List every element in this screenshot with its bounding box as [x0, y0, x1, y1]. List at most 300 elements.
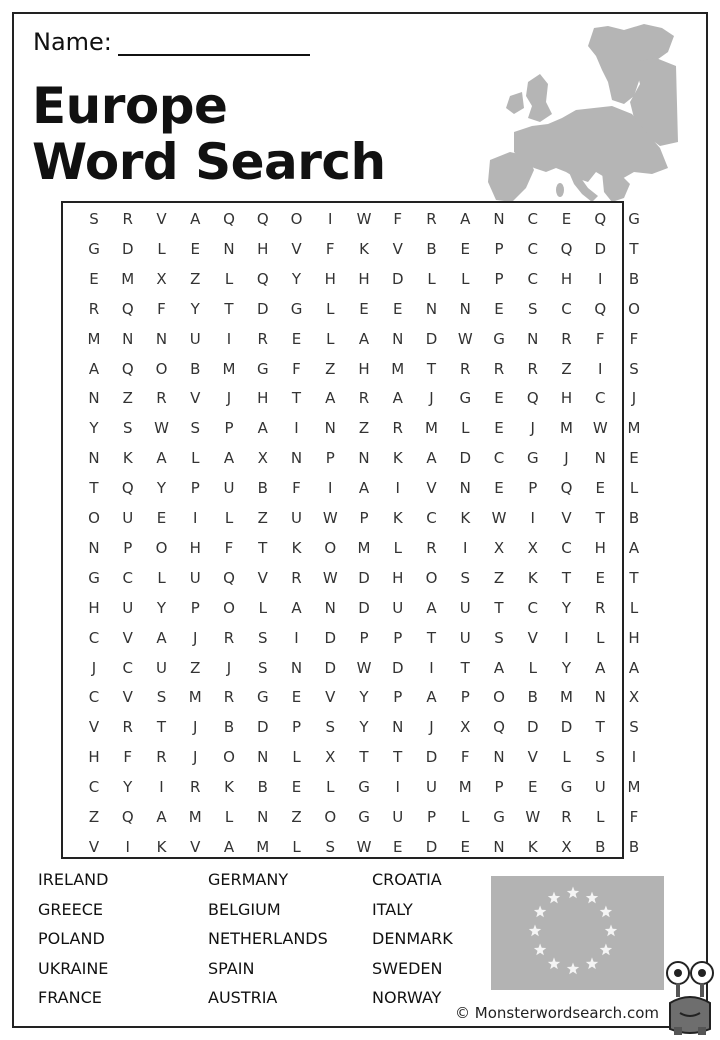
grid-letter[interactable]: S — [325, 718, 336, 737]
grid-letter[interactable]: V — [426, 479, 437, 498]
grid-letter[interactable]: H — [628, 628, 640, 647]
grid-letter[interactable]: J — [193, 718, 198, 737]
grid-letter[interactable]: H — [358, 269, 370, 288]
grid-letter[interactable]: R — [460, 359, 471, 378]
grid-letter[interactable]: T — [595, 718, 605, 737]
grid-letter[interactable]: N — [257, 748, 269, 767]
grid-letter[interactable]: J — [429, 718, 434, 737]
grid-letter[interactable]: V — [88, 837, 100, 856]
grid-letter[interactable]: T — [359, 748, 369, 767]
grid-letter[interactable]: H — [189, 538, 201, 557]
grid-letter[interactable]: Y — [291, 269, 302, 288]
grid-letter[interactable]: P — [325, 449, 335, 468]
grid-letter[interactable]: T — [460, 658, 470, 677]
grid-letter[interactable]: W — [356, 837, 372, 856]
grid-letter[interactable]: L — [461, 269, 470, 288]
grid-letter[interactable]: F — [460, 748, 470, 767]
grid-letter[interactable]: H — [392, 568, 404, 587]
grid-letter[interactable]: L — [562, 748, 571, 767]
grid-letter[interactable]: Q — [493, 718, 505, 737]
grid-letter[interactable]: C — [122, 568, 133, 587]
grid-letter[interactable]: Q — [121, 808, 134, 826]
grid-letter[interactable]: I — [564, 628, 569, 647]
grid-letter[interactable]: D — [358, 598, 370, 617]
grid-letter[interactable]: A — [223, 449, 235, 468]
grid-letter[interactable]: D — [324, 658, 337, 677]
grid-letter[interactable]: W — [457, 329, 473, 348]
grid-letter[interactable]: M — [256, 837, 270, 856]
grid-letter[interactable]: I — [598, 359, 603, 378]
grid-letter[interactable]: L — [326, 299, 335, 318]
grid-letter[interactable]: F — [393, 210, 403, 228]
grid-letter[interactable]: I — [395, 479, 400, 498]
grid-letter[interactable]: E — [393, 299, 403, 318]
grid-letter[interactable]: L — [629, 479, 639, 498]
grid-letter[interactable]: R — [122, 210, 133, 228]
grid-letter[interactable]: U — [426, 778, 437, 797]
grid-letter[interactable]: A — [426, 449, 437, 468]
grid-letter[interactable]: R — [88, 299, 100, 318]
grid-letter[interactable]: Y — [89, 419, 99, 438]
grid-letter[interactable]: Y — [156, 479, 167, 498]
grid-letter[interactable]: D — [594, 239, 607, 258]
grid-letter[interactable]: X — [257, 449, 268, 468]
grid-letter[interactable]: L — [157, 239, 166, 258]
grid-letter[interactable]: A — [358, 329, 370, 348]
grid-letter[interactable]: E — [460, 239, 470, 258]
grid-letter[interactable]: L — [224, 269, 234, 288]
grid-letter[interactable]: U — [156, 658, 167, 677]
grid-letter[interactable]: A — [392, 389, 403, 408]
grid-letter[interactable]: U — [122, 598, 134, 617]
grid-letter[interactable]: Z — [257, 509, 268, 527]
grid-letter[interactable]: V — [392, 239, 403, 258]
grid-letter[interactable]: M — [458, 778, 472, 797]
grid-letter[interactable]: N — [493, 210, 505, 228]
grid-letter[interactable]: L — [224, 808, 234, 826]
grid-letter[interactable]: S — [190, 419, 201, 438]
grid-letter[interactable]: M — [121, 269, 135, 288]
grid-letter[interactable]: A — [460, 210, 471, 228]
grid-letter[interactable]: Y — [359, 718, 369, 737]
grid-letter[interactable]: C — [561, 538, 572, 557]
grid-letter[interactable]: Q — [560, 479, 573, 498]
grid-letter[interactable]: M — [188, 808, 202, 826]
grid-letter[interactable]: G — [628, 210, 640, 228]
grid-letter[interactable]: V — [190, 837, 201, 856]
grid-letter[interactable]: S — [156, 688, 167, 707]
grid-letter[interactable]: N — [290, 658, 303, 677]
grid-letter[interactable]: R — [223, 628, 235, 647]
grid-letter[interactable]: M — [87, 329, 101, 348]
grid-letter[interactable]: L — [157, 568, 166, 587]
grid-letter[interactable]: C — [88, 628, 100, 647]
grid-letter[interactable]: B — [527, 688, 538, 707]
grid-letter[interactable]: W — [356, 210, 372, 228]
grid-letter[interactable]: L — [292, 837, 301, 856]
grid-letter[interactable]: O — [324, 538, 337, 557]
grid-letter[interactable]: N — [493, 837, 505, 856]
grid-letter[interactable]: D — [256, 718, 269, 737]
grid-letter[interactable]: Z — [122, 389, 133, 408]
grid-letter[interactable]: Z — [190, 658, 201, 677]
grid-letter[interactable]: L — [326, 329, 335, 348]
grid-letter[interactable]: O — [493, 688, 505, 707]
grid-letter[interactable]: G — [358, 808, 370, 826]
grid-letter[interactable]: M — [222, 359, 236, 378]
grid-letter[interactable]: B — [190, 359, 201, 378]
grid-letter[interactable]: E — [629, 449, 639, 468]
grid-letter[interactable]: K — [392, 509, 403, 527]
grid-letter[interactable]: R — [595, 598, 606, 617]
grid-letter[interactable]: G — [493, 808, 505, 826]
grid-letter[interactable]: L — [596, 628, 605, 647]
grid-letter[interactable]: B — [595, 837, 606, 856]
grid-letter[interactable]: C — [527, 210, 538, 228]
grid-letter[interactable]: F — [595, 329, 605, 348]
grid-letter[interactable]: S — [527, 299, 538, 318]
grid-letter[interactable]: U — [189, 568, 201, 587]
grid-letter[interactable]: E — [156, 509, 167, 527]
grid-letter[interactable]: V — [88, 718, 100, 737]
grid-letter[interactable]: U — [392, 808, 404, 826]
grid-letter[interactable]: T — [629, 239, 639, 258]
grid-letter[interactable]: N — [425, 299, 438, 318]
letter-grid[interactable] — [61, 201, 641, 859]
grid-letter[interactable]: T — [595, 509, 605, 527]
grid-letter[interactable]: D — [526, 718, 539, 737]
grid-letter[interactable]: F — [325, 239, 335, 258]
grid-letter[interactable]: B — [257, 479, 268, 498]
grid-letter[interactable]: G — [493, 329, 505, 348]
grid-letter[interactable]: S — [89, 210, 99, 228]
grid-letter[interactable]: Y — [561, 598, 572, 617]
grid-letter[interactable]: A — [628, 658, 640, 677]
grid-letter[interactable]: H — [594, 538, 606, 557]
grid-letter[interactable]: L — [292, 748, 301, 767]
grid-letter[interactable]: Q — [256, 269, 269, 288]
grid-letter[interactable]: A — [156, 808, 167, 826]
grid-letter[interactable]: Y — [190, 299, 200, 318]
grid-letter[interactable]: U — [594, 778, 606, 797]
grid-letter[interactable]: O — [290, 210, 303, 228]
grid-letter[interactable]: E — [528, 778, 538, 797]
grid-letter[interactable]: N — [257, 808, 269, 826]
grid-letter[interactable]: L — [427, 269, 436, 288]
grid-letter[interactable]: A — [156, 628, 167, 647]
grid-letter[interactable]: R — [426, 210, 437, 228]
grid-letter[interactable]: O — [324, 808, 337, 826]
grid-letter[interactable]: H — [560, 389, 573, 408]
grid-letter[interactable]: J — [226, 658, 232, 677]
grid-letter[interactable]: O — [155, 538, 168, 557]
grid-letter[interactable]: H — [560, 269, 573, 288]
grid-letter[interactable]: N — [594, 688, 606, 707]
grid-letter[interactable]: K — [527, 568, 538, 587]
grid-letter[interactable]: W — [525, 808, 541, 826]
grid-letter[interactable]: M — [425, 419, 438, 438]
grid-letter[interactable]: D — [425, 748, 438, 767]
grid-letter[interactable]: S — [325, 837, 336, 856]
grid-letter[interactable]: U — [291, 509, 302, 527]
grid-letter[interactable]: I — [294, 628, 299, 647]
grid-letter[interactable]: F — [157, 299, 166, 318]
grid-letter[interactable]: O — [223, 598, 235, 617]
grid-letter[interactable]: F — [224, 538, 234, 557]
grid-letter[interactable]: P — [494, 239, 504, 258]
grid-letter[interactable]: A — [426, 598, 437, 617]
grid-letter[interactable]: Q — [594, 299, 607, 318]
grid-letter[interactable]: Z — [190, 269, 201, 288]
grid-letter[interactable]: P — [494, 778, 504, 797]
grid-letter[interactable]: I — [193, 509, 198, 527]
grid-letter[interactable]: M — [627, 419, 641, 438]
grid-letter[interactable]: D — [391, 269, 404, 288]
grid-letter[interactable]: R — [358, 389, 370, 408]
grid-letter[interactable]: T — [89, 479, 99, 498]
grid-letter[interactable]: D — [425, 329, 438, 348]
grid-letter[interactable]: B — [257, 778, 268, 797]
grid-letter[interactable]: X — [325, 748, 336, 767]
grid-letter[interactable]: A — [325, 389, 336, 408]
grid-letter[interactable]: T — [291, 389, 302, 408]
grid-letter[interactable]: J — [193, 628, 198, 647]
grid-letter[interactable]: S — [629, 359, 639, 378]
grid-letter[interactable]: U — [459, 598, 471, 617]
grid-letter[interactable]: T — [426, 359, 437, 378]
grid-letter[interactable]: A — [223, 837, 235, 856]
grid-letter[interactable]: Z — [291, 808, 302, 826]
grid-letter[interactable]: K — [359, 239, 369, 258]
grid-letter[interactable]: C — [527, 598, 538, 617]
grid-letter[interactable]: A — [426, 688, 437, 707]
grid-letter[interactable]: X — [493, 538, 505, 557]
grid-letter[interactable]: P — [359, 509, 369, 527]
grid-letter[interactable]: L — [461, 419, 470, 438]
grid-letter[interactable]: P — [460, 688, 470, 707]
grid-letter[interactable]: E — [595, 479, 605, 498]
grid-letter[interactable]: P — [190, 598, 200, 617]
grid-letter[interactable]: P — [291, 718, 302, 737]
grid-letter[interactable]: N — [122, 329, 134, 348]
grid-letter[interactable]: N — [324, 419, 336, 438]
grid-letter[interactable]: O — [88, 509, 100, 527]
grid-letter[interactable]: U — [223, 479, 235, 498]
grid-letter[interactable]: M — [188, 688, 202, 707]
grid-letter[interactable]: Q — [121, 359, 134, 378]
grid-letter[interactable]: O — [223, 748, 235, 767]
grid-letter[interactable]: L — [461, 808, 470, 826]
grid-letter[interactable]: N — [155, 329, 168, 348]
grid-letter[interactable]: T — [426, 628, 437, 647]
grid-letter[interactable]: T — [156, 718, 167, 737]
grid-letter[interactable]: V — [325, 688, 336, 707]
grid-letter[interactable]: U — [392, 598, 404, 617]
grid-letter[interactable]: P — [528, 479, 538, 498]
grid-letter[interactable]: V — [122, 688, 133, 707]
grid-letter[interactable]: E — [494, 479, 504, 498]
grid-letter[interactable]: M — [391, 359, 405, 378]
grid-letter[interactable]: Y — [123, 778, 133, 797]
grid-letter[interactable]: J — [193, 748, 198, 767]
grid-letter[interactable]: Z — [561, 359, 572, 378]
grid-letter[interactable]: D — [560, 718, 573, 737]
grid-letter[interactable]: Q — [223, 568, 235, 587]
grid-letter[interactable]: A — [628, 538, 640, 557]
grid-letter[interactable]: A — [493, 658, 505, 677]
grid-letter[interactable]: J — [226, 389, 232, 408]
grid-letter[interactable]: E — [291, 688, 302, 707]
grid-letter[interactable]: H — [257, 239, 269, 258]
grid-letter[interactable]: F — [123, 748, 133, 767]
grid-letter[interactable]: V — [190, 389, 201, 408]
grid-letter[interactable]: G — [459, 389, 472, 408]
grid-letter[interactable]: Z — [358, 419, 370, 438]
grid-letter[interactable]: A — [257, 419, 268, 438]
grid-letter[interactable]: Z — [493, 568, 505, 587]
grid-letter[interactable]: R — [426, 538, 437, 557]
grid-letter[interactable]: Q — [256, 210, 269, 228]
grid-letter[interactable]: W — [322, 509, 338, 527]
grid-letter[interactable]: X — [628, 688, 640, 707]
grid-letter[interactable]: K — [122, 449, 133, 468]
grid-letter[interactable]: R — [527, 359, 538, 378]
grid-letter[interactable]: F — [292, 479, 301, 498]
grid-letter[interactable]: Z — [88, 808, 100, 826]
grid-letter[interactable]: S — [595, 748, 606, 767]
name-write-line[interactable] — [118, 30, 310, 56]
grid-letter[interactable]: R — [257, 329, 268, 348]
grid-letter[interactable]: J — [631, 389, 637, 408]
grid-letter[interactable]: C — [527, 239, 538, 258]
grid-letter[interactable]: R — [561, 808, 572, 826]
grid-letter[interactable]: V — [257, 568, 268, 587]
grid-letter[interactable]: A — [190, 210, 201, 228]
grid-letter[interactable]: J — [429, 389, 434, 408]
grid-letter[interactable]: F — [292, 359, 301, 378]
grid-letter[interactable]: G — [256, 359, 269, 378]
grid-letter[interactable]: R — [561, 329, 572, 348]
grid-letter[interactable]: P — [359, 628, 369, 647]
grid-letter[interactable]: E — [460, 837, 470, 856]
grid-letter[interactable]: R — [493, 359, 505, 378]
grid-letter[interactable]: D — [121, 239, 134, 258]
grid-letter[interactable]: G — [88, 568, 100, 587]
grid-letter[interactable]: L — [224, 509, 234, 527]
grid-letter[interactable]: Q — [121, 299, 134, 318]
grid-letter[interactable]: Y — [359, 688, 369, 707]
grid-letter[interactable]: I — [328, 210, 333, 228]
grid-letter[interactable]: V — [561, 509, 572, 527]
grid-letter[interactable]: K — [291, 538, 302, 557]
grid-letter[interactable]: U — [122, 509, 134, 527]
grid-letter[interactable]: E — [393, 837, 403, 856]
grid-letter[interactable]: E — [359, 299, 369, 318]
grid-letter[interactable]: R — [122, 718, 133, 737]
grid-letter[interactable]: N — [88, 389, 100, 408]
grid-letter[interactable]: I — [125, 837, 130, 856]
grid-letter[interactable]: L — [258, 598, 267, 617]
grid-letter[interactable]: X — [460, 718, 471, 737]
grid-letter[interactable]: M — [627, 778, 641, 797]
grid-letter[interactable]: H — [358, 359, 370, 378]
grid-letter[interactable]: C — [561, 299, 572, 318]
grid-letter[interactable]: D — [425, 837, 438, 856]
grid-letter[interactable]: E — [595, 568, 605, 587]
grid-letter[interactable]: L — [191, 449, 200, 468]
grid-letter[interactable]: H — [257, 389, 269, 408]
grid-letter[interactable]: M — [560, 688, 573, 707]
grid-letter[interactable]: J — [530, 419, 535, 438]
grid-letter[interactable]: N — [324, 598, 336, 617]
grid-letter[interactable]: B — [628, 269, 640, 288]
grid-letter[interactable]: J — [564, 449, 569, 468]
grid-letter[interactable]: V — [527, 628, 538, 647]
grid-letter[interactable]: J — [91, 658, 97, 677]
grid-letter[interactable]: H — [88, 748, 100, 767]
grid-letter[interactable]: T — [629, 568, 639, 587]
grid-letter[interactable]: E — [494, 419, 504, 438]
grid-letter[interactable]: V — [291, 239, 302, 258]
grid-letter[interactable]: R — [291, 568, 302, 587]
grid-letter[interactable]: E — [89, 269, 99, 288]
grid-letter[interactable]: I — [328, 479, 333, 498]
grid-letter[interactable]: O — [628, 299, 640, 318]
grid-letter[interactable]: E — [561, 210, 572, 228]
grid-letter[interactable]: C — [426, 509, 437, 527]
grid-letter[interactable]: N — [358, 449, 370, 468]
grid-letter[interactable]: O — [425, 568, 438, 587]
grid-letter[interactable]: S — [494, 628, 504, 647]
grid-letter[interactable]: L — [629, 598, 639, 617]
grid-letter[interactable]: Q — [560, 239, 573, 258]
grid-letter[interactable]: P — [123, 538, 133, 557]
grid-letter[interactable]: G — [560, 778, 573, 797]
grid-letter[interactable]: A — [358, 479, 370, 498]
grid-letter[interactable]: U — [459, 628, 471, 647]
grid-letter[interactable]: I — [226, 329, 232, 348]
grid-letter[interactable]: N — [493, 748, 505, 767]
grid-letter[interactable]: F — [629, 329, 639, 348]
grid-letter[interactable]: I — [294, 419, 299, 438]
grid-letter[interactable]: G — [290, 299, 303, 318]
grid-letter[interactable]: L — [596, 808, 605, 826]
grid-letter[interactable]: G — [256, 688, 269, 707]
grid-letter[interactable]: I — [395, 778, 400, 797]
grid-letter[interactable]: T — [494, 598, 504, 617]
grid-letter[interactable]: Y — [156, 598, 167, 617]
grid-letter[interactable]: H — [324, 269, 336, 288]
grid-letter[interactable]: A — [88, 359, 100, 378]
grid-letter[interactable]: S — [257, 658, 268, 677]
grid-letter[interactable]: U — [189, 329, 201, 348]
grid-letter[interactable]: Q — [223, 210, 235, 228]
grid-letter[interactable]: P — [393, 628, 403, 647]
grid-letter[interactable]: K — [527, 837, 538, 856]
grid-letter[interactable]: V — [122, 628, 133, 647]
grid-letter[interactable]: S — [257, 628, 268, 647]
grid-letter[interactable]: Q — [526, 389, 539, 408]
grid-letter[interactable]: S — [629, 718, 639, 737]
grid-letter[interactable]: L — [326, 778, 335, 797]
grid-letter[interactable]: N — [392, 718, 404, 737]
grid-letter[interactable]: P — [426, 808, 437, 826]
grid-letter[interactable]: O — [155, 359, 168, 378]
grid-letter[interactable]: R — [392, 419, 403, 438]
grid-letter[interactable]: E — [291, 329, 302, 348]
grid-letter[interactable]: F — [629, 808, 639, 826]
grid-letter[interactable]: I — [598, 269, 603, 288]
